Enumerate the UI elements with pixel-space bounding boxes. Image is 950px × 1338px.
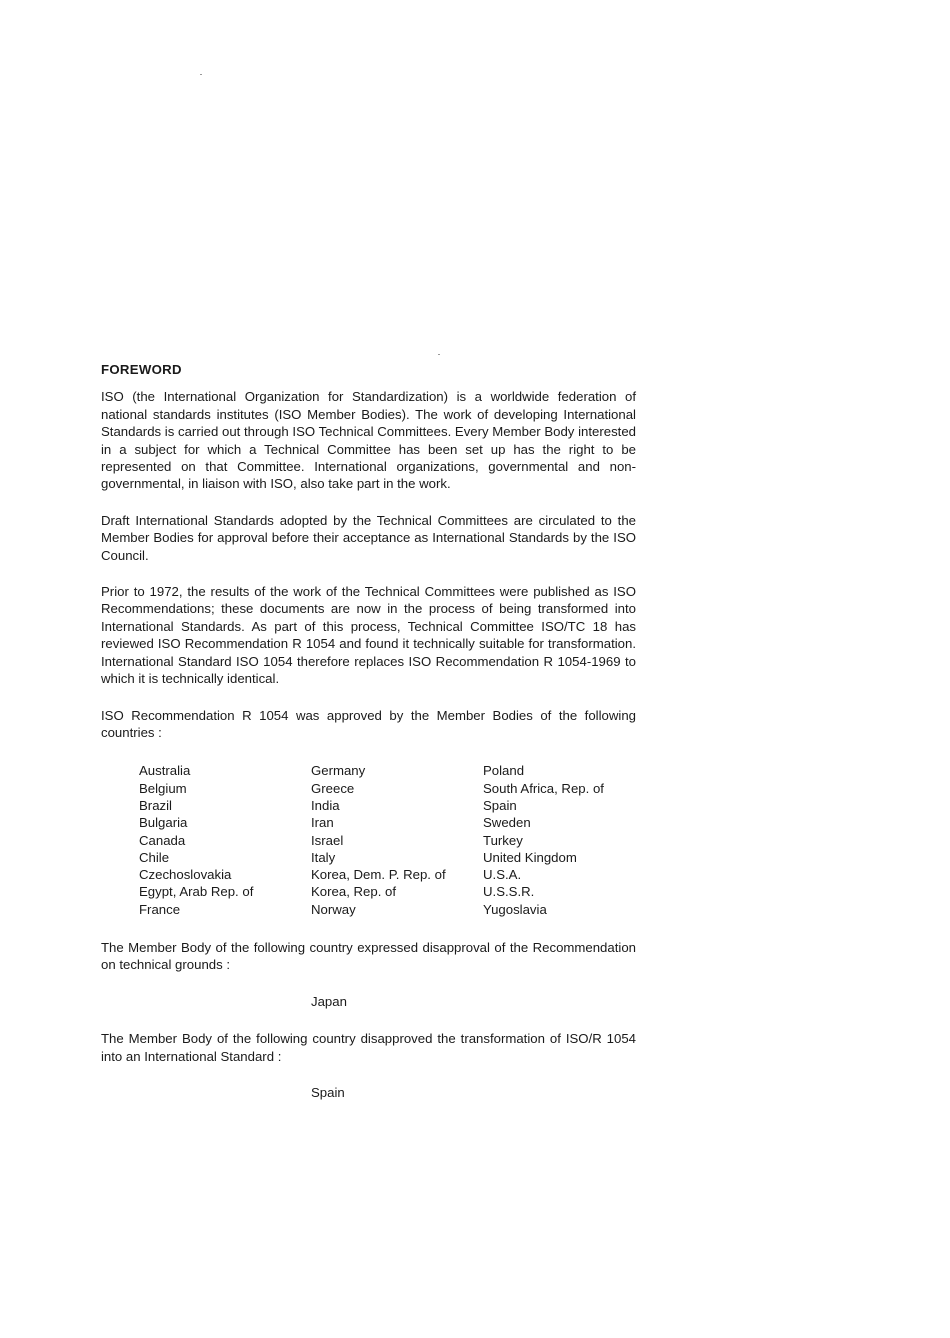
- scan-speck: [438, 354, 440, 355]
- country-item: U.S.A.: [483, 867, 522, 883]
- country-item: Iran: [311, 815, 334, 831]
- country-item: Yugoslavia: [483, 901, 547, 917]
- country-item: Korea, Dem. P. Rep. of: [311, 867, 446, 883]
- scan-speck: [200, 74, 202, 75]
- country-item: Germany: [311, 763, 366, 779]
- country-item: Greece: [311, 780, 355, 796]
- countries-column-1: [139, 762, 311, 918]
- country-item: Belgium: [139, 780, 187, 796]
- foreword-paragraph-approval: ISO Recommendation R 1054 was approved by the Member Bodies of the following countries :: [101, 707, 636, 740]
- foreword-paragraph-iso: ISO (the International Organization for Standardization) is a worldwide federation of national standards institutes (ISO Member Bodies). The work of developing International Standards is carried out through ISO Technical Committees. Every Member Body interested in a subject for which a Technical Committee has been set up has the right to be represented on that Committee. International organizations, governmental and non-governmental, in liaison with ISO, also take part in the work.: [101, 389, 636, 492]
- foreword-heading: FOREWORD: [101, 362, 182, 377]
- disapproving-country: Japan: [311, 993, 347, 1009]
- country-item: U.S.S.R.: [483, 884, 535, 900]
- country-item: France: [139, 901, 181, 917]
- foreword-paragraph-drafts: Draft International Standards adopted by the Technical Committees are circulated to the Member Bodies for approval before their acceptance as International Standards by the ISO Council.: [101, 512, 636, 563]
- country-item: United Kingdom: [483, 849, 577, 865]
- country-item: India: [311, 797, 340, 813]
- country-item: Norway: [311, 901, 356, 917]
- country-item: Canada: [139, 832, 186, 848]
- country-item: Czechoslovakia: [139, 867, 232, 883]
- country-item: Poland: [483, 763, 525, 779]
- country-item: Israel: [311, 832, 344, 848]
- foreword-paragraph-transformation-disapproval: The Member Body of the following country disapproved the transformation of ISO/R 1054 into an International Standard :: [101, 1031, 636, 1064]
- country-item: South Africa, Rep. of: [483, 780, 604, 796]
- foreword-section: [101, 361, 636, 1121]
- country-item: Sweden: [483, 815, 531, 831]
- transformation-disapproving-country: Spain: [311, 1085, 345, 1101]
- country-item: Turkey: [483, 832, 523, 848]
- country-item: Italy: [311, 849, 336, 865]
- foreword-paragraph-technical-disapproval: The Member Body of the following country expressed disapproval of the Recommendation on technical grounds :: [101, 939, 636, 973]
- country-item: Chile: [139, 849, 170, 865]
- country-item: Spain: [483, 797, 517, 813]
- countries-column-2: [311, 762, 483, 918]
- country-item: Brazil: [139, 797, 172, 813]
- country-item: Korea, Rep. of: [311, 884, 397, 900]
- approving-countries-list: [139, 762, 636, 918]
- country-item: Australia: [139, 763, 191, 779]
- foreword-paragraph-transformation: Prior to 1972, the results of the work of the Technical Committees were published as ISO Recommendations; these documents are now in the process of being transformed into International Standards. As part of this process, Technical Committee ISO/TC 18 has reviewed ISO Recommendation R 1054 and found it technically suitable for transformation. International Standard ISO 1054 therefore replaces ISO Recommendation R 1054-1969 to which it is technically identical.: [101, 584, 636, 687]
- country-item: Bulgaria: [139, 815, 188, 831]
- countries-column-3: [483, 762, 643, 918]
- country-item: Egypt, Arab Rep. of: [139, 884, 254, 900]
